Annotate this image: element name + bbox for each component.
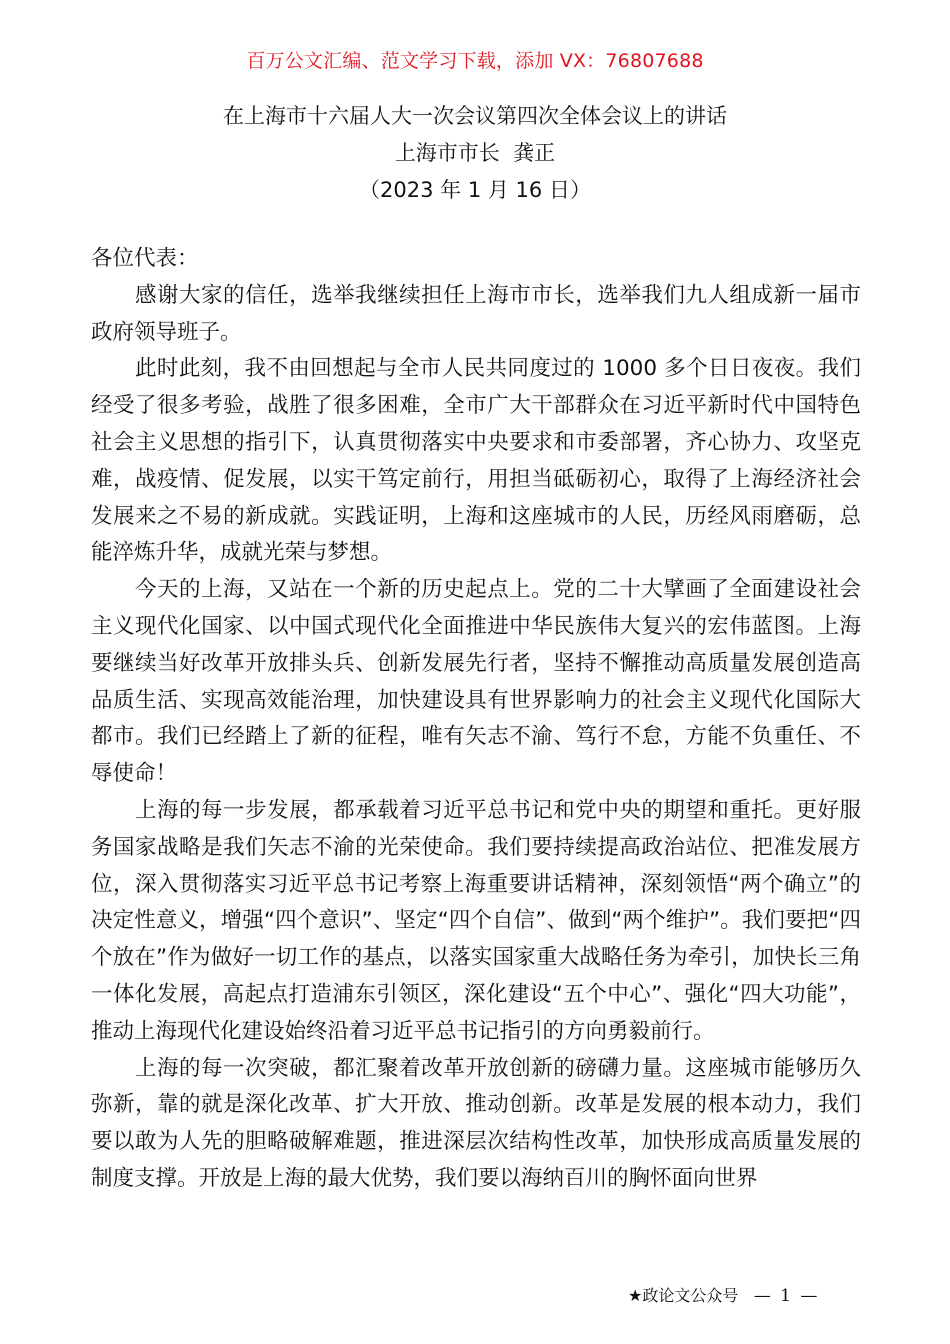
paragraph: 此时此刻，我不由回想起与全市人民共同度过的 1000 多个日日夜夜。我们经受了很多考验，战胜了很多困难，全市广大干部群众在习近平新时代中国特色社会主义思想的指引下，认真贯彻落实中央要求和市委部署，齐心协力、攻坚克难，战疫情、促发展，以实干笃定前行，用担当砥砺初心，取得了上海经济社会发展来之不易的新成就。实践证明，上海和这座城市的人民，历经风雨磨砺，总能淬炼升华，成就光荣与梦想。 xyxy=(91,356,861,566)
speech-body xyxy=(91,241,861,1198)
salutation: 各位代表： xyxy=(91,246,199,271)
speech-title: 在上海市十六届人大一次会议第四次全体会议上的讲话 xyxy=(223,104,727,128)
download-watermark: 百万公文汇编、范文学习下载，添加 VX：76807688 xyxy=(246,50,704,72)
title-block xyxy=(0,98,950,209)
page-number: — 1 — xyxy=(753,1286,820,1306)
paragraph: 上海的每一次突破，都汇聚着改革开放创新的磅礴力量。这座城市能够历久弥新，靠的就是深化改革、扩大开放、推动创新。改革是发展的根本动力，我们要以敢为人先的胆略破解难题，推进深层次结构性改革，加快形成高质量发展的制度支撑。开放是上海的最大优势，我们要以海纳百川的胸怀面向世界 xyxy=(91,1055,861,1191)
speaker-line: 上海市市长 龚正 xyxy=(394,141,556,165)
page-footer xyxy=(628,1283,819,1306)
speech-date: （2023 年 1 月 16 日） xyxy=(359,178,591,202)
paragraph: 今天的上海，又站在一个新的历史起点上。党的二十大擘画了全面建设社会主义现代化国家、以中国式现代化全面推进中华民族伟大复兴的宏伟蓝图。上海要继续当好改革开放排头兵、创新发展先行者，坚持不懈推动高质量发展创造高品质生活、实现高效能治理，加快建设具有世界影响力的社会主义现代化国际大都市。我们已经踏上了新的征程，唯有矢志不渝、笃行不怠，方能不负重任、不辱使命！ xyxy=(91,577,861,787)
paragraph: 感谢大家的信任，选举我继续担任上海市市长，选举我们九人组成新一届市政府领导班子。 xyxy=(91,282,861,345)
source-label: ★政论文公众号 xyxy=(628,1286,739,1305)
paragraph: 上海的每一步发展，都承载着习近平总书记和党中央的期望和重托。更好服务国家战略是我们矢志不渝的光荣使命。我们要持续提高政治站位、把准发展方位，深入贯彻落实习近平总书记考察上海重要讲话精神，深刻领悟“两个确立”的决定性意义，增强“四个意识”、坚定“四个自信”、做到“两个维护”。我们要把“四个放在”作为做好一切工作的基点，以落实国家重大战略任务为牵引，加快长三角一体化发展，高起点打造浦东引领区，深化建设“五个中心”、强化“四大功能”，推动上海现代化建设始终沿着习近平总书记指引的方向勇毅前行。 xyxy=(91,797,861,1044)
